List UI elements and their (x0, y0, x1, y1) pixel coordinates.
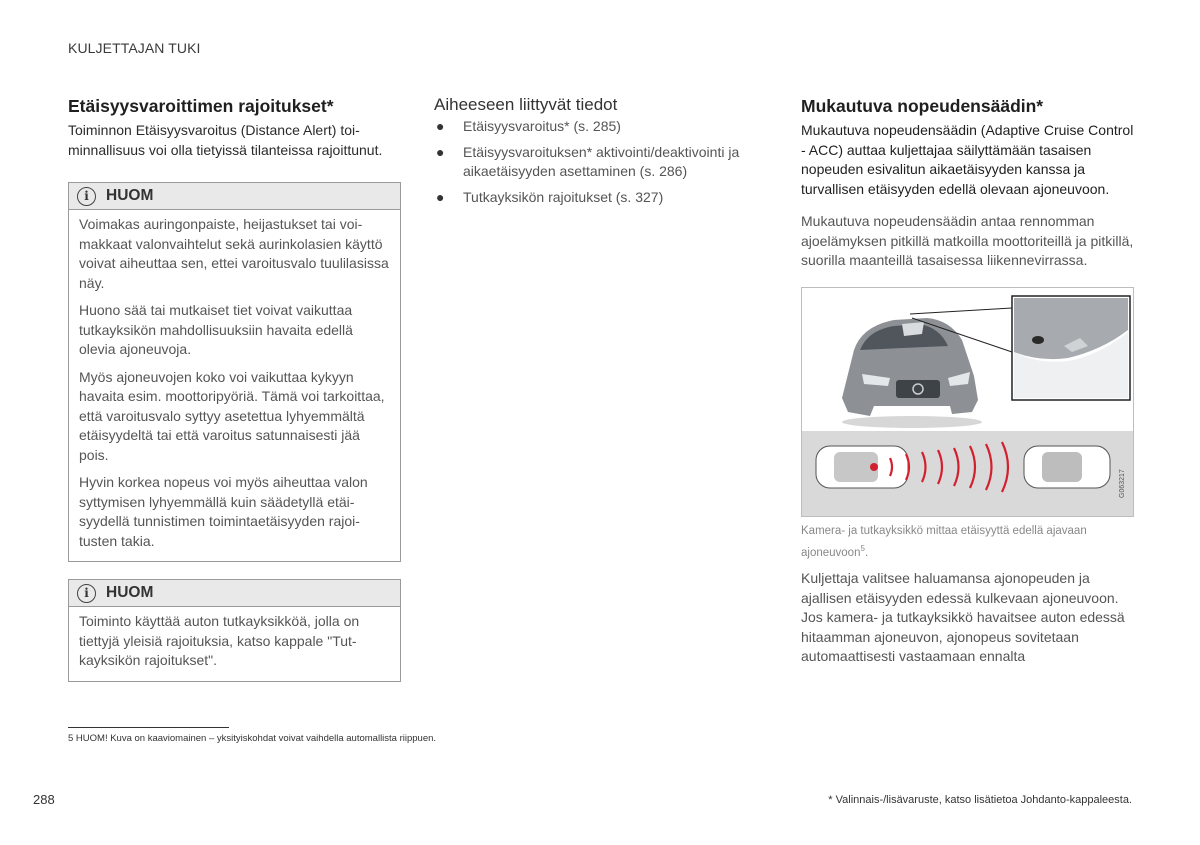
related-link[interactable]: ● Etäisyysvaroitus* (s. 285) (434, 117, 768, 137)
note-label: HUOM (106, 187, 154, 204)
footnote-ref[interactable]: 5 (860, 543, 865, 553)
acc-illustration (801, 287, 1134, 517)
note-box-2 (68, 579, 401, 682)
info-icon: i (77, 187, 96, 206)
figure-code: G063217 (1119, 468, 1126, 498)
note-paragraph: Toiminto käyttää auton tutkayksikköä, jolla on tiettyjä yleisiä rajoituksia, katso kappale "Tutkayksikön rajoitukset". (79, 613, 360, 668)
note-paragraph: Voimakas auringonpaiste, heijastukset tai voimakkaat valonvaihtelut sekä aurinkolasien käyttö voivat aiheuttaa sen, ettei varoitusvalo tuulilasissa näy. (79, 216, 389, 291)
acc-illustration-svg (802, 288, 1134, 517)
heading-adaptive-cruise-control: Mukautuva nopeudensäädin* (801, 96, 1044, 116)
column-related-info (434, 95, 768, 213)
bullet-icon: ● (436, 188, 445, 205)
figure-caption: Kamera- ja tutkayksikkö mittaa etäisyyttä edellä ajavaan ajoneuvoon$^5$. (801, 524, 1087, 559)
note-box-1 (68, 182, 401, 562)
footnote: 5 HUOM! Kuva on kaaviomainen – yksityiskohdat voivat vaihdella automallista riippuen. (68, 733, 437, 744)
note-paragraph: Huono sää tai mutkaiset tiet voivat vaikuttaa tutkayksikön mahdollisuuksiin havaita edellä olevia ajoneuvoja. (79, 302, 353, 357)
footnote-divider (68, 727, 229, 728)
ego-car-icon (816, 446, 908, 488)
intro-paragraph: Toiminnon Etäisyysvaroitus (Distance Alert) toiminnallisuus voi olla tietyissä tilanteissa rajoittunut. (68, 122, 383, 158)
bullet-icon: ● (436, 118, 445, 134)
note-header (69, 580, 400, 607)
note-paragraph: Hyvin korkea nopeus voi myös aiheuttaa valon syttymisen lyhyemmällä kuin säädetyllä etäisyydellä tunnistimen toimintaetäisyyden rajoitusten takia. (79, 474, 368, 549)
section-header: KULJETTAJAN TUKI (68, 40, 201, 56)
related-link[interactable]: ● Tutkayksikön rajoitukset (s. 327) (434, 188, 768, 208)
body-paragraph: Mukautuva nopeudensäädin antaa rennomman ajoelämyksen pitkillä matkoilla moottoriteillä ja pitkillä, suorilla maanteillä tasaisessa liikennevirrassa. (801, 213, 1134, 268)
lead-paragraph: Mukautuva nopeudensäädin (Adaptive Cruise Control - ACC) auttaa kuljettajaa säilyttämään tasaisen nopeuden esivalitun aikaetäisyyden kanssa ja turvallisen etäisyyden edellä olevaan ajoneuvoon. (801, 122, 1134, 197)
note-body (69, 210, 400, 561)
heading-distance-alert-limitations: Etäisyysvaroittimen rajoitukset* (68, 96, 334, 116)
note-label: HUOM (106, 584, 154, 601)
radar-sensor-inset (1012, 296, 1130, 400)
page-number: 288 (33, 792, 55, 807)
note-header (69, 183, 400, 210)
optional-equipment-note: * Valinnais-/lisävaruste, katso lisätietoa Johdanto-kappaleesta. (828, 794, 1132, 806)
column-adaptive-cruise-control (801, 95, 1134, 667)
related-links-list (434, 117, 768, 207)
note-paragraph: Myös ajoneuvojen koko voi vaikuttaa kykyyn havaita esim. moottoripyöriä. Tämä voi tarkoittaa, että varoitusvalo syttyy asetettua lyhyemmältä etäisyydeltä tai että varoitus satunnaisesti jää pois. (79, 368, 385, 463)
lead-car-icon (1024, 446, 1110, 488)
body-paragraph: Kuljettaja valitsee haluamansa ajonopeuden ja ajallisen etäisyyden edessä kulkevaan ajoneuvoon. Jos kamera- ja tutkayksikkö havaitsee auton edessä hitaamman ajoneuvon, ajonopeus sovitetaan automaattisesti vastaamaan ennalta (801, 570, 1125, 665)
info-icon: i (77, 584, 96, 603)
note-body (69, 607, 400, 681)
heading-related-info: Aiheeseen liittyvät tiedot (434, 95, 618, 114)
related-link[interactable]: ● Etäisyysvaroituksen* aktivointi/deaktivointi ja aikaetäisyyden asettaminen (s. 286) (436, 143, 740, 179)
column-distance-alert-limitations (68, 95, 401, 682)
bullet-icon: ● (436, 143, 445, 160)
